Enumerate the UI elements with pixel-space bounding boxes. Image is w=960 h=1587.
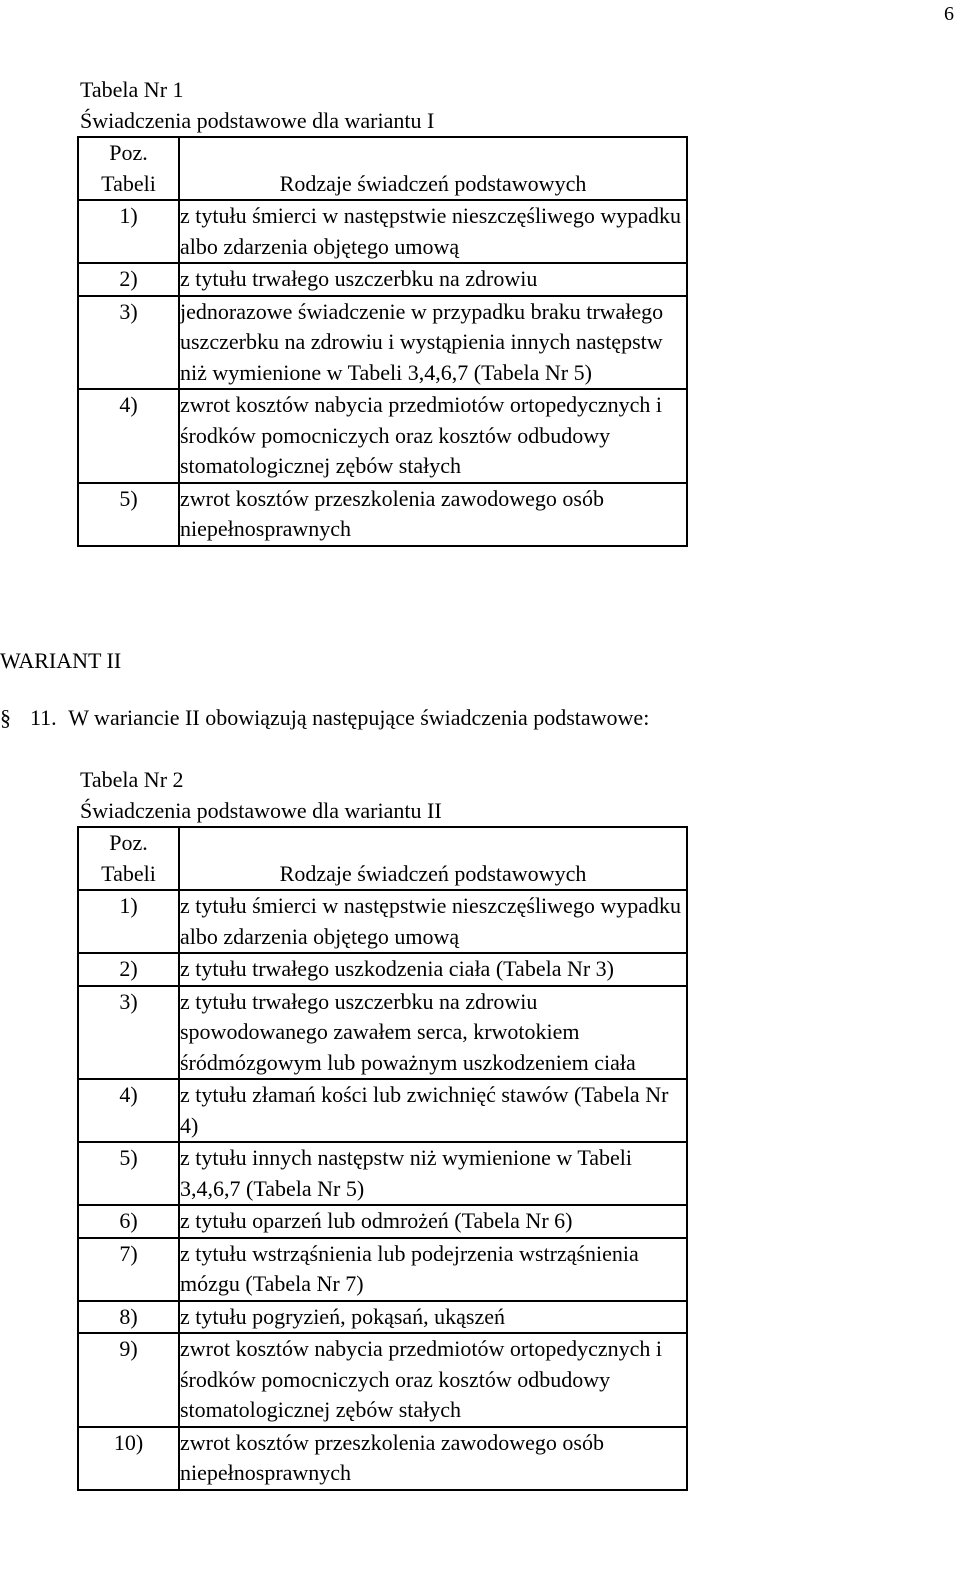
- table-row: [78, 953, 687, 986]
- page-number: 6: [944, 3, 954, 25]
- table-row: [78, 890, 687, 953]
- table1-title: Tabela Nr 1: [80, 77, 184, 102]
- table1: [77, 136, 688, 547]
- row-description: z tytułu pogryzień, pokąsań, ukąszeń: [179, 1301, 687, 1334]
- table-row: [78, 1205, 687, 1238]
- row-position: 4): [78, 1079, 179, 1142]
- table-row: [78, 1427, 687, 1490]
- table1-body: [78, 200, 687, 546]
- table-row: [78, 263, 687, 296]
- table-row: [78, 483, 687, 546]
- row-position: 3): [78, 986, 179, 1080]
- row-position: 1): [78, 200, 179, 263]
- row-position: 3): [78, 296, 179, 390]
- table2-header-row: [78, 827, 687, 890]
- table-row: [78, 1238, 687, 1301]
- table-row: [78, 1301, 687, 1334]
- table2-header-poz: Poz. Tabeli: [78, 827, 179, 890]
- row-position: 4): [78, 389, 179, 483]
- row-description: z tytułu trwałego uszczerbku na zdrowiu spowodowanego zawałem serca, krwotokiem śródmózgowym lub poważnym uszkodzeniem ciała: [179, 986, 687, 1080]
- row-description: z tytułu innych następstw niż wymienione w Tabeli 3,4,6,7 (Tabela Nr 5): [179, 1142, 687, 1205]
- table2-header-desc: Rodzaje świadczeń podstawowych: [179, 827, 687, 890]
- paragraph-mark: §: [0, 705, 11, 730]
- row-position: 5): [78, 483, 179, 546]
- row-position: 2): [78, 263, 179, 296]
- row-position: 2): [78, 953, 179, 986]
- row-description: z tytułu oparzeń lub odmrożeń (Tabela Nr 6): [179, 1205, 687, 1238]
- row-position: 10): [78, 1427, 179, 1490]
- table2-title: Tabela Nr 2: [80, 767, 184, 792]
- table-row: [78, 1142, 687, 1205]
- row-description: z tytułu wstrząśnienia lub podejrzenia wstrząśnienia mózgu (Tabela Nr 7): [179, 1238, 687, 1301]
- row-description: zwrot kosztów przeszkolenia zawodowego osób niepełnosprawnych: [179, 483, 687, 546]
- row-description: z tytułu śmierci w następstwie nieszczęśliwego wypadku albo zdarzenia objętego umową: [179, 890, 687, 953]
- table1-subtitle: Świadczenia podstawowe dla wariantu I: [80, 108, 435, 133]
- table-row: [78, 1333, 687, 1427]
- paragraph-number: 11.: [30, 705, 57, 730]
- row-description: z tytułu śmierci w następstwie nieszczęśliwego wypadku albo zdarzenia objętego umową: [179, 200, 687, 263]
- row-position: 5): [78, 1142, 179, 1205]
- table1-header-row: [78, 137, 687, 200]
- section-paragraph: [0, 703, 649, 734]
- row-position: 1): [78, 890, 179, 953]
- row-description: z tytułu trwałego uszkodzenia ciała (Tabela Nr 3): [179, 953, 687, 986]
- row-description: jednorazowe świadczenie w przypadku braku trwałego uszczerbku na zdrowiu i wystąpienia innych następstw niż wymienione w Tabeli 3,4,6,7 (Tabela Nr 5): [179, 296, 687, 390]
- row-description: z tytułu trwałego uszczerbku na zdrowiu: [179, 263, 687, 296]
- table-row: [78, 296, 687, 390]
- row-description: zwrot kosztów nabycia przedmiotów ortopedycznych i środków pomocniczych oraz kosztów odbudowy stomatologicznej zębów stałych: [179, 1333, 687, 1427]
- table-row: [78, 986, 687, 1080]
- row-description: zwrot kosztów nabycia przedmiotów ortopedycznych i środków pomocniczych oraz kosztów odbudowy stomatologicznej zębów stałych: [179, 389, 687, 483]
- row-description: z tytułu złamań kości lub zwichnięć stawów (Tabela Nr 4): [179, 1079, 687, 1142]
- table-row: [78, 389, 687, 483]
- row-position: 9): [78, 1333, 179, 1427]
- table2: [77, 826, 688, 1491]
- row-description: zwrot kosztów przeszkolenia zawodowego osób niepełnosprawnych: [179, 1427, 687, 1490]
- table-row: [78, 200, 687, 263]
- table2-subtitle: Świadczenia podstawowe dla wariantu II: [80, 798, 442, 823]
- row-position: 7): [78, 1238, 179, 1301]
- row-position: 8): [78, 1301, 179, 1334]
- table1-header-desc: Rodzaje świadczeń podstawowych: [179, 137, 687, 200]
- table2-body: [78, 890, 687, 1490]
- table1-header-poz: Poz. Tabeli: [78, 137, 179, 200]
- row-position: 6): [78, 1205, 179, 1238]
- paragraph-text: W wariancie II obowiązują następujące świadczenia podstawowe:: [68, 705, 650, 730]
- table-row: [78, 1079, 687, 1142]
- section-heading: WARIANT II: [0, 648, 122, 673]
